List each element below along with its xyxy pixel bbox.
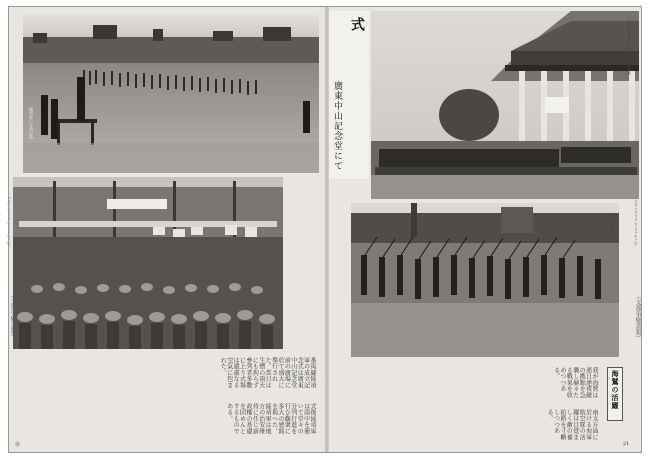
publication-tag: （支那事變畫報） [634,293,641,341]
photo-caption: 雨中の分列式 [611,213,616,237]
magazine-spread [8,6,642,453]
rain-parade-image [351,203,619,357]
photo-caption: 綏靖軍の分列行進 [29,107,34,139]
article-body-block: 式後綏靖軍は雨中を衝いて堂々の分列行進を行ひ觀衆に多大の感銘を與へた。綏靖軍は地方の治安維持に任じ新政權の基礎を固めんとするものである。 [225,403,316,435]
watermark-url: http://www.jacar.go.jp [7,197,12,246]
parade-march-image [23,15,319,173]
photo-caption: 中山記念堂前に整列せる綏靖軍 [627,19,632,75]
article-body-block: 南支方面に於ける海軍航空隊の活躍は目覺ましく敵の補給路を寸斷しつつある。 [546,409,598,441]
left-page [9,7,327,452]
article-body-block: 番禺縣綏靖軍の成立記念式は廣東中山記念堂前の廣場に於て盛大に擧行された。當日は生憎の雨天にも拘らず參列者多數に上り式場は嚴肅なる空氣に包まれた。 [219,357,316,389]
article-body-block: 我が海鷲は連日連夜敵の拠點を急襲し赫々たる戰果を收めつつある。 [552,367,598,399]
right-page [327,7,643,452]
article-title-box [329,11,369,179]
photo-memorial-hall [371,11,639,199]
soldiers-crowd-image [13,177,283,349]
photo-rain-parade [351,203,619,357]
section-heading-box [607,367,623,421]
article-title: 式 [349,17,365,32]
page-number: 21 [623,441,630,447]
publication-tag: （支那事變畫報） [9,292,16,340]
article-subtitle: 廣東中山記念堂にて [332,81,342,171]
memorial-hall-image [371,11,639,199]
photo-parade-march [23,15,319,173]
photo-soldiers-crowd [13,177,283,349]
watermark-url: http://www.jacar.go.jp [634,197,639,246]
section-heading: 海鷲の活躍 [611,370,620,410]
page-number: ⑳ [15,442,21,448]
